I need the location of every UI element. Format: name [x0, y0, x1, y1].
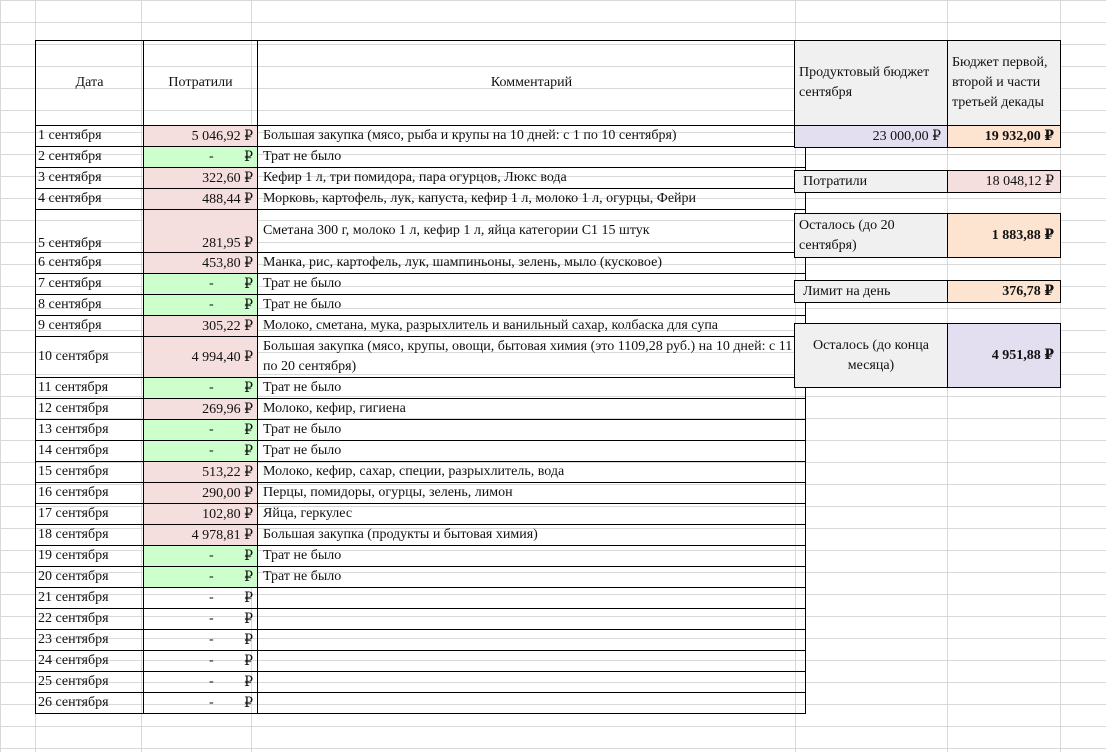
- amount-cell[interactable]: 5 046,92 ₽: [144, 126, 258, 147]
- comment-cell[interactable]: Трат не было: [258, 378, 806, 399]
- date-cell[interactable]: 21 сентября: [36, 588, 144, 609]
- comment-cell[interactable]: [258, 588, 806, 609]
- amount-cell[interactable]: 4 978,81 ₽: [144, 525, 258, 546]
- decade-budget-cell[interactable]: [947, 125, 1061, 148]
- spent-label: Потратили: [803, 173, 868, 189]
- amount-dash: -: [209, 421, 214, 437]
- daily-limit-label: Лимит на день: [803, 283, 891, 299]
- date-cell[interactable]: 7 сентября: [36, 274, 144, 295]
- date-cell[interactable]: 17 сентября: [36, 504, 144, 525]
- currency-symbol: ₽: [244, 695, 253, 711]
- comment-cell[interactable]: Молоко, кефир, гигиена: [258, 399, 806, 420]
- currency-symbol: ₽: [244, 590, 253, 606]
- currency-symbol: ₽: [244, 653, 253, 669]
- monthly-budget-cell[interactable]: [794, 125, 948, 148]
- currency-symbol: ₽: [244, 380, 253, 396]
- comment-cell[interactable]: Сметана 300 г, молоко 1 л, кефир 1 л, яйца категории С1 15 штук: [258, 210, 806, 253]
- table-row: [36, 672, 806, 693]
- amount-cell[interactable]: [144, 295, 258, 316]
- header-spent[interactable]: Потратили: [144, 41, 258, 126]
- comment-cell[interactable]: [258, 630, 806, 651]
- amount-dash: -: [209, 547, 214, 563]
- amount-cell[interactable]: [144, 441, 258, 462]
- table-row: [36, 378, 806, 399]
- date-cell[interactable]: 6 сентября: [36, 253, 144, 274]
- date-cell[interactable]: 10 сентября: [36, 337, 144, 378]
- date-cell[interactable]: 12 сентября: [36, 399, 144, 420]
- amount-cell[interactable]: 488,44 ₽: [144, 189, 258, 210]
- remaining-value: 1 883,88 ₽: [991, 228, 1054, 243]
- amount-cell[interactable]: [144, 588, 258, 609]
- table-row: [36, 274, 806, 295]
- comment-cell[interactable]: Трат не было: [258, 567, 806, 588]
- amount-dash: -: [209, 148, 214, 164]
- amount-cell[interactable]: 102,80 ₽: [144, 504, 258, 525]
- spent-value-cell[interactable]: [947, 170, 1061, 193]
- amount-cell[interactable]: [144, 567, 258, 588]
- date-cell[interactable]: 4 сентября: [36, 189, 144, 210]
- date-cell[interactable]: 8 сентября: [36, 295, 144, 316]
- comment-cell[interactable]: Молоко, кефир, сахар, специи, разрыхлитель, вода: [258, 462, 806, 483]
- date-cell[interactable]: 5 сентября: [36, 210, 144, 253]
- remaining-label-cell[interactable]: [794, 213, 948, 258]
- monthly-budget-label: Продуктовый бюджет сентября: [799, 65, 930, 100]
- remaining-value-cell[interactable]: [947, 213, 1061, 258]
- amount-cell[interactable]: [144, 546, 258, 567]
- table-row: [36, 295, 806, 316]
- date-cell[interactable]: 25 сентября: [36, 672, 144, 693]
- table-row: [36, 630, 806, 651]
- daily-limit-value-cell[interactable]: [947, 280, 1061, 303]
- table-row: [36, 126, 806, 147]
- table-row: [36, 609, 806, 630]
- date-cell[interactable]: 13 сентября: [36, 420, 144, 441]
- currency-symbol: ₽: [244, 632, 253, 648]
- remaining-month-value-cell[interactable]: [947, 323, 1061, 388]
- remaining-month-value: 4 951,88 ₽: [991, 348, 1054, 363]
- amount-cell[interactable]: 4 994,40 ₽: [144, 337, 258, 378]
- amount-dash: -: [209, 568, 214, 584]
- date-cell[interactable]: 26 сентября: [36, 693, 144, 714]
- comment-cell[interactable]: Большая закупка (мясо, крупы, овощи, бытовая химия (это 1109,28 руб.) на 10 дней: с 11 по 20 сентября): [258, 337, 806, 378]
- comment-cell[interactable]: Трат не было: [258, 441, 806, 462]
- amount-cell[interactable]: [144, 274, 258, 295]
- amount-dash: -: [209, 275, 214, 291]
- decade-budget-label: Бюджет первой, второй и части третьей декады: [952, 55, 1048, 110]
- no-spend-amount: [209, 653, 253, 670]
- monthly-budget-value: 23 000,00 ₽: [872, 129, 941, 144]
- currency-symbol: ₽: [244, 422, 253, 438]
- currency-symbol: ₽: [244, 443, 253, 459]
- spent-label-cell[interactable]: [794, 170, 948, 193]
- expenses-table: [35, 40, 806, 714]
- no-spend-amount: [209, 611, 253, 628]
- date-cell[interactable]: 2 сентября: [36, 147, 144, 168]
- decade-budget-label-cell[interactable]: [947, 40, 1061, 126]
- date-cell[interactable]: 20 сентября: [36, 567, 144, 588]
- comment-cell[interactable]: Большая закупка (мясо, рыба и крупы на 10 дней: с 1 по 10 сентября): [258, 126, 806, 147]
- table-row: [36, 147, 806, 168]
- spent-value: 18 048,12 ₽: [985, 174, 1054, 189]
- date-cell[interactable]: 9 сентября: [36, 316, 144, 337]
- currency-symbol: ₽: [244, 548, 253, 564]
- table-row: [36, 693, 806, 714]
- table-row: [36, 504, 806, 525]
- date-cell[interactable]: 1 сентября: [36, 126, 144, 147]
- comment-cell[interactable]: Кефир 1 л, три помидора, пара огурцов, Люкс вода: [258, 168, 806, 189]
- date-cell[interactable]: 15 сентября: [36, 462, 144, 483]
- no-spend-amount: [209, 590, 253, 607]
- comment-cell[interactable]: Трат не было: [258, 295, 806, 316]
- comment-cell[interactable]: Молоко, сметана, мука, разрыхлитель и ванильный сахар, колбаска для супа: [258, 316, 806, 337]
- comment-cell[interactable]: [258, 609, 806, 630]
- amount-dash: -: [209, 379, 214, 395]
- comment-cell[interactable]: Трат не было: [258, 147, 806, 168]
- remaining-month-label-cell[interactable]: [794, 323, 948, 388]
- amount-cell[interactable]: 322,60 ₽: [144, 168, 258, 189]
- amount-cell[interactable]: [144, 693, 258, 714]
- currency-symbol: ₽: [244, 569, 253, 585]
- table-row: [36, 316, 806, 337]
- table-row: [36, 189, 806, 210]
- comment-cell[interactable]: Трат не было: [258, 274, 806, 295]
- comment-cell[interactable]: [258, 651, 806, 672]
- currency-symbol: ₽: [244, 149, 253, 165]
- amount-dash: -: [209, 589, 214, 605]
- amount-cell[interactable]: [144, 672, 258, 693]
- no-spend-amount: [209, 632, 253, 649]
- amount-cell[interactable]: 453,80 ₽: [144, 253, 258, 274]
- amount-dash: -: [209, 694, 214, 710]
- comment-cell[interactable]: [258, 693, 806, 714]
- no-spend-amount: [209, 695, 253, 712]
- table-row: [36, 462, 806, 483]
- monthly-budget-label-cell[interactable]: [794, 40, 948, 126]
- date-cell[interactable]: 18 сентября: [36, 525, 144, 546]
- amount-dash: -: [209, 673, 214, 689]
- amount-cell[interactable]: [144, 147, 258, 168]
- comment-cell[interactable]: [258, 672, 806, 693]
- table-row: [36, 441, 806, 462]
- amount-dash: -: [209, 652, 214, 668]
- table-row: [36, 567, 806, 588]
- amount-cell[interactable]: [144, 378, 258, 399]
- no-spend-amount: [209, 548, 253, 565]
- remaining-month-label: Осталось (до конца месяца): [813, 337, 929, 373]
- comment-cell[interactable]: Манка, рис, картофель, лук, шампиньоны, зелень, мыло (кусковое): [258, 253, 806, 274]
- table-row: [36, 168, 806, 189]
- decade-budget-value: 19 932,00 ₽: [984, 129, 1054, 144]
- comment-cell[interactable]: Яйца, геркулес: [258, 504, 806, 525]
- table-row: [36, 337, 806, 378]
- comment-cell[interactable]: Трат не было: [258, 546, 806, 567]
- daily-limit-value: 376,78 ₽: [1002, 284, 1054, 299]
- amount-dash: -: [209, 296, 214, 312]
- currency-symbol: ₽: [244, 674, 253, 690]
- date-cell[interactable]: 3 сентября: [36, 168, 144, 189]
- comment-cell[interactable]: Большая закупка (продукты и бытовая химия): [258, 525, 806, 546]
- no-spend-amount: [209, 422, 253, 439]
- table-row: [36, 588, 806, 609]
- no-spend-amount: [209, 276, 253, 293]
- amount-cell[interactable]: [144, 609, 258, 630]
- date-cell[interactable]: 24 сентября: [36, 651, 144, 672]
- comment-cell[interactable]: Перцы, помидоры, огурцы, зелень, лимон: [258, 483, 806, 504]
- currency-symbol: ₽: [244, 297, 253, 313]
- date-cell[interactable]: 23 сентября: [36, 630, 144, 651]
- table-row: [36, 210, 806, 253]
- amount-cell[interactable]: [144, 630, 258, 651]
- amount-cell[interactable]: 281,95 ₽: [144, 210, 258, 253]
- amount-cell[interactable]: [144, 651, 258, 672]
- no-spend-amount: [209, 297, 253, 314]
- header-comment[interactable]: Комментарий: [258, 41, 806, 126]
- no-spend-amount: [209, 443, 253, 460]
- date-cell[interactable]: 16 сентября: [36, 483, 144, 504]
- amount-cell[interactable]: 269,96 ₽: [144, 399, 258, 420]
- table-row: [36, 483, 806, 504]
- no-spend-amount: [209, 674, 253, 691]
- table-row: [36, 253, 806, 274]
- table-row: [36, 399, 806, 420]
- daily-limit-label-cell[interactable]: [794, 280, 948, 303]
- no-spend-amount: [209, 149, 253, 166]
- table-row: [36, 651, 806, 672]
- amount-cell[interactable]: 290,00 ₽: [144, 483, 258, 504]
- table-row: [36, 420, 806, 441]
- table-header-row: [36, 41, 806, 126]
- amount-cell[interactable]: [144, 420, 258, 441]
- amount-cell[interactable]: 513,22 ₽: [144, 462, 258, 483]
- date-cell[interactable]: 11 сентября: [36, 378, 144, 399]
- no-spend-amount: [209, 380, 253, 397]
- date-cell[interactable]: 14 сентября: [36, 441, 144, 462]
- amount-dash: -: [209, 610, 214, 626]
- currency-symbol: ₽: [244, 276, 253, 292]
- no-spend-amount: [209, 569, 253, 586]
- remaining-label: Осталось (до 20 сентября): [799, 217, 895, 253]
- currency-symbol: ₽: [244, 611, 253, 627]
- table-row: [36, 525, 806, 546]
- comment-cell[interactable]: Морковь, картофель, лук, капуста, кефир 1 л, молоко 1 л, огурцы, Фейри: [258, 189, 806, 210]
- date-cell[interactable]: 19 сентября: [36, 546, 144, 567]
- header-date[interactable]: Дата: [36, 41, 144, 126]
- table-row: [36, 546, 806, 567]
- comment-cell[interactable]: Трат не было: [258, 420, 806, 441]
- date-cell[interactable]: 22 сентября: [36, 609, 144, 630]
- amount-cell[interactable]: 305,22 ₽: [144, 316, 258, 337]
- amount-dash: -: [209, 442, 214, 458]
- amount-dash: -: [209, 631, 214, 647]
